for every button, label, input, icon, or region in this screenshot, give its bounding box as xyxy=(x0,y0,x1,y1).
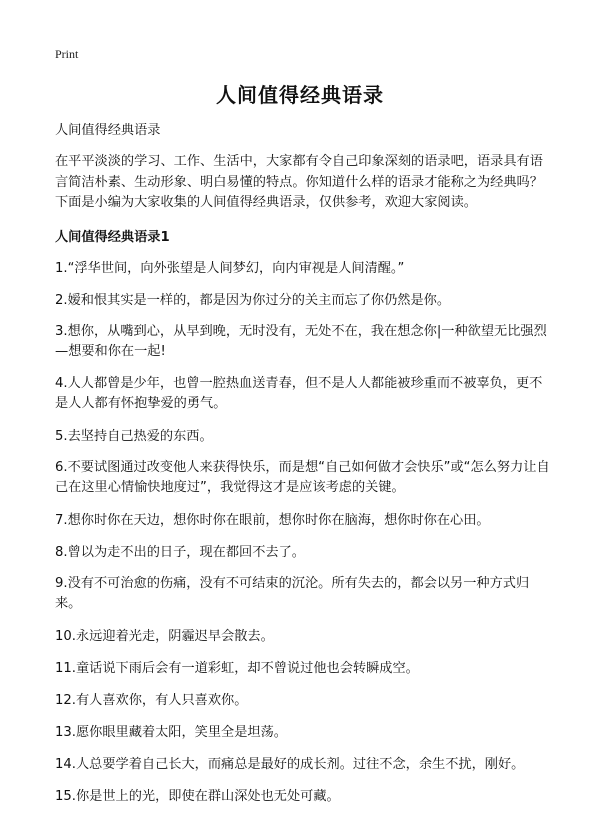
quote-item: 4.人人都曾是少年，也曾一腔热血送青春，但不是人人都能被珍重而不被辜负，更不是人人都有怀抱挚爱的勇气。 xyxy=(55,375,543,411)
intro-paragraph: 在平平淡淡的学习、工作、生活中，大家都有令自己印象深刻的语录吧，语录具有语言简洁朴素、生动形象、明白易懂的特点。你知道什么样的语录才能称之为经典吗？下面是小编为大家收集的人间值得经典语录，仅供参考，欢迎大家阅读。 xyxy=(55,154,543,210)
quote-item: 14.人总要学着自己长大，而痛总是最好的成长剂。过往不念，余生不扰，刚好。 xyxy=(55,756,525,772)
quote-item: 8.曾以为走不出的日子，现在都回不去了。 xyxy=(55,544,305,560)
document-subtitle: 人间值得经典语录 xyxy=(55,123,161,138)
quote-item: 15.你是世上的光，即使在群山深处也无处可藏。 xyxy=(55,788,340,804)
quote-item: 9.没有不可治愈的伤痛，没有不可结束的沉沦。所有失去的，都会以另一种方式归来。 xyxy=(55,575,530,611)
quote-item: 3.想你，从嘴到心，从早到晚，无时没有，无处不在，我在想念你|一种欲望无比强烈—想要和你在一起! xyxy=(55,323,547,359)
quote-item: 6.不要试图通过改变他人来获得快乐，而是想“自己如何做才会快乐”或“怎么努力让自己在这里心情愉快地度过”，我觉得这才是应该考虑的关键。 xyxy=(55,459,550,495)
section-heading: 人间值得经典语录1 xyxy=(55,229,170,245)
quote-item: 13.愿你眼里藏着太阳，笑里全是坦荡。 xyxy=(55,724,287,740)
quote-item: 1.“浮华世间，向外张望是人间梦幻，向内审视是人间清醒。” xyxy=(55,260,405,276)
print-label: Print xyxy=(55,47,79,61)
quote-item: 2.嫒和恨其实是一样的，都是因为你过分的关主而忘了你仍然是你。 xyxy=(55,292,451,308)
page-title: 人间值得经典语录 xyxy=(216,83,384,107)
quote-item: 10.永远迎着光走，阴霾迟早会散去。 xyxy=(55,628,274,644)
quote-item: 7.想你时你在天边，想你时你在眼前，想你时你在脑海，想你时你在心田。 xyxy=(55,512,490,528)
quote-item: 5.去坚持自己热爱的东西。 xyxy=(55,428,213,444)
quote-item: 11.童话说下雨后会有一道彩虹，却不曾说过他也会转瞬成空。 xyxy=(55,660,419,676)
document-body xyxy=(55,120,550,818)
quote-item: 12.有人喜欢你，有人只喜欢你。 xyxy=(55,692,248,708)
